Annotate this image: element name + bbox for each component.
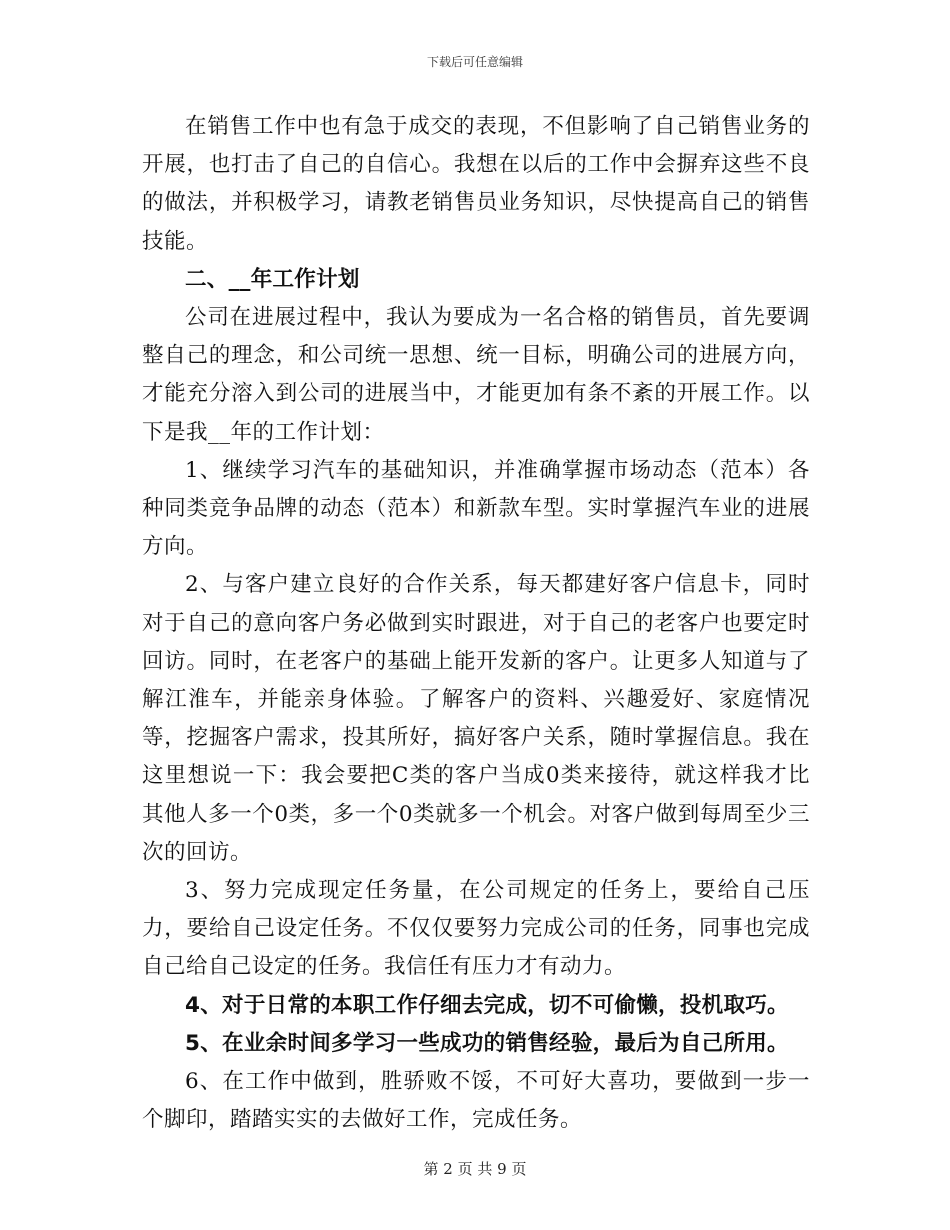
paragraph-plan-item-2: 2、与客户建立良好的合作关系，每天都建好客户信息卡，同时对于自己的意向客户务必做到实时跟进，对于自己的老客户也要定时回访。同时，在老客户的基础上能开发新的客户。让更多人知道与了解江淮车，并能亲身体验。了解客户的资料、兴趣爱好、家庭情况等，挖掘客户需求，投其所好，搞好客户关系，随时掌握信息。我在这里想说一下：我会要把C类的客户当成0类来接待，就这样我才比其他人多一个0类，多一个0类就多一个机会。对客户做到每周至少三次的回访。	[142, 572, 810, 865]
paragraph-plan-item-5: 5、在业余时间多学习一些成功的销售经验，最后为自己所用。	[185, 1030, 789, 1056]
paragraph-plan-item-3: 3、努力完成现定任务量，在公司规定的任务上，要给自己压力，要给自己设定任务。不仅仅要努力完成公司的任务，同事也完成自己给自己设定的任务。我信任有压力才有动力。	[142, 878, 810, 980]
paragraph-plan-item-4: 4、对于日常的本职工作仔细去完成，切不可偷懒，投机取巧。	[185, 992, 789, 1018]
paragraph-plan-item-6: 6、在工作中做到，胜骄败不馁，不可好大喜功，要做到一步一个脚印，踏踏实实的去做好工作，完成任务。	[142, 1069, 810, 1133]
paragraph-plan-item-1: 1、继续学习汽车的基础知识，并准确掌握市场动态（范本）各种同类竞争品牌的动态（范本）和新款车型。实时掌握汽车业的进展方向。	[142, 457, 810, 560]
document-body	[142, 108, 810, 1139]
paragraph-plan-intro: 公司在进展过程中，我认为要成为一名合格的销售员，首先要调整自己的理念，和公司统一思想、统一目标，明确公司的进展方向，才能充分溶入到公司的进展当中，才能更加有条不紊的开展工作。以下是我__年的工作计划：	[142, 305, 810, 445]
paragraph-sales-reflection: 在销售工作中也有急于成交的表现，不但影响了自己销售业务的开展，也打击了自己的自信心。我想在以后的工作中会摒弃这些不良的做法，并积极学习，请教老销售员业务知识，尽快提高自己的销售技能。	[142, 114, 810, 254]
section-heading-work-plan: 二、__年工作计划	[185, 266, 360, 292]
page-number: 第 2 页 共 9 页	[423, 1160, 527, 1178]
page-header-note: 下载后可任意编辑	[426, 55, 523, 69]
